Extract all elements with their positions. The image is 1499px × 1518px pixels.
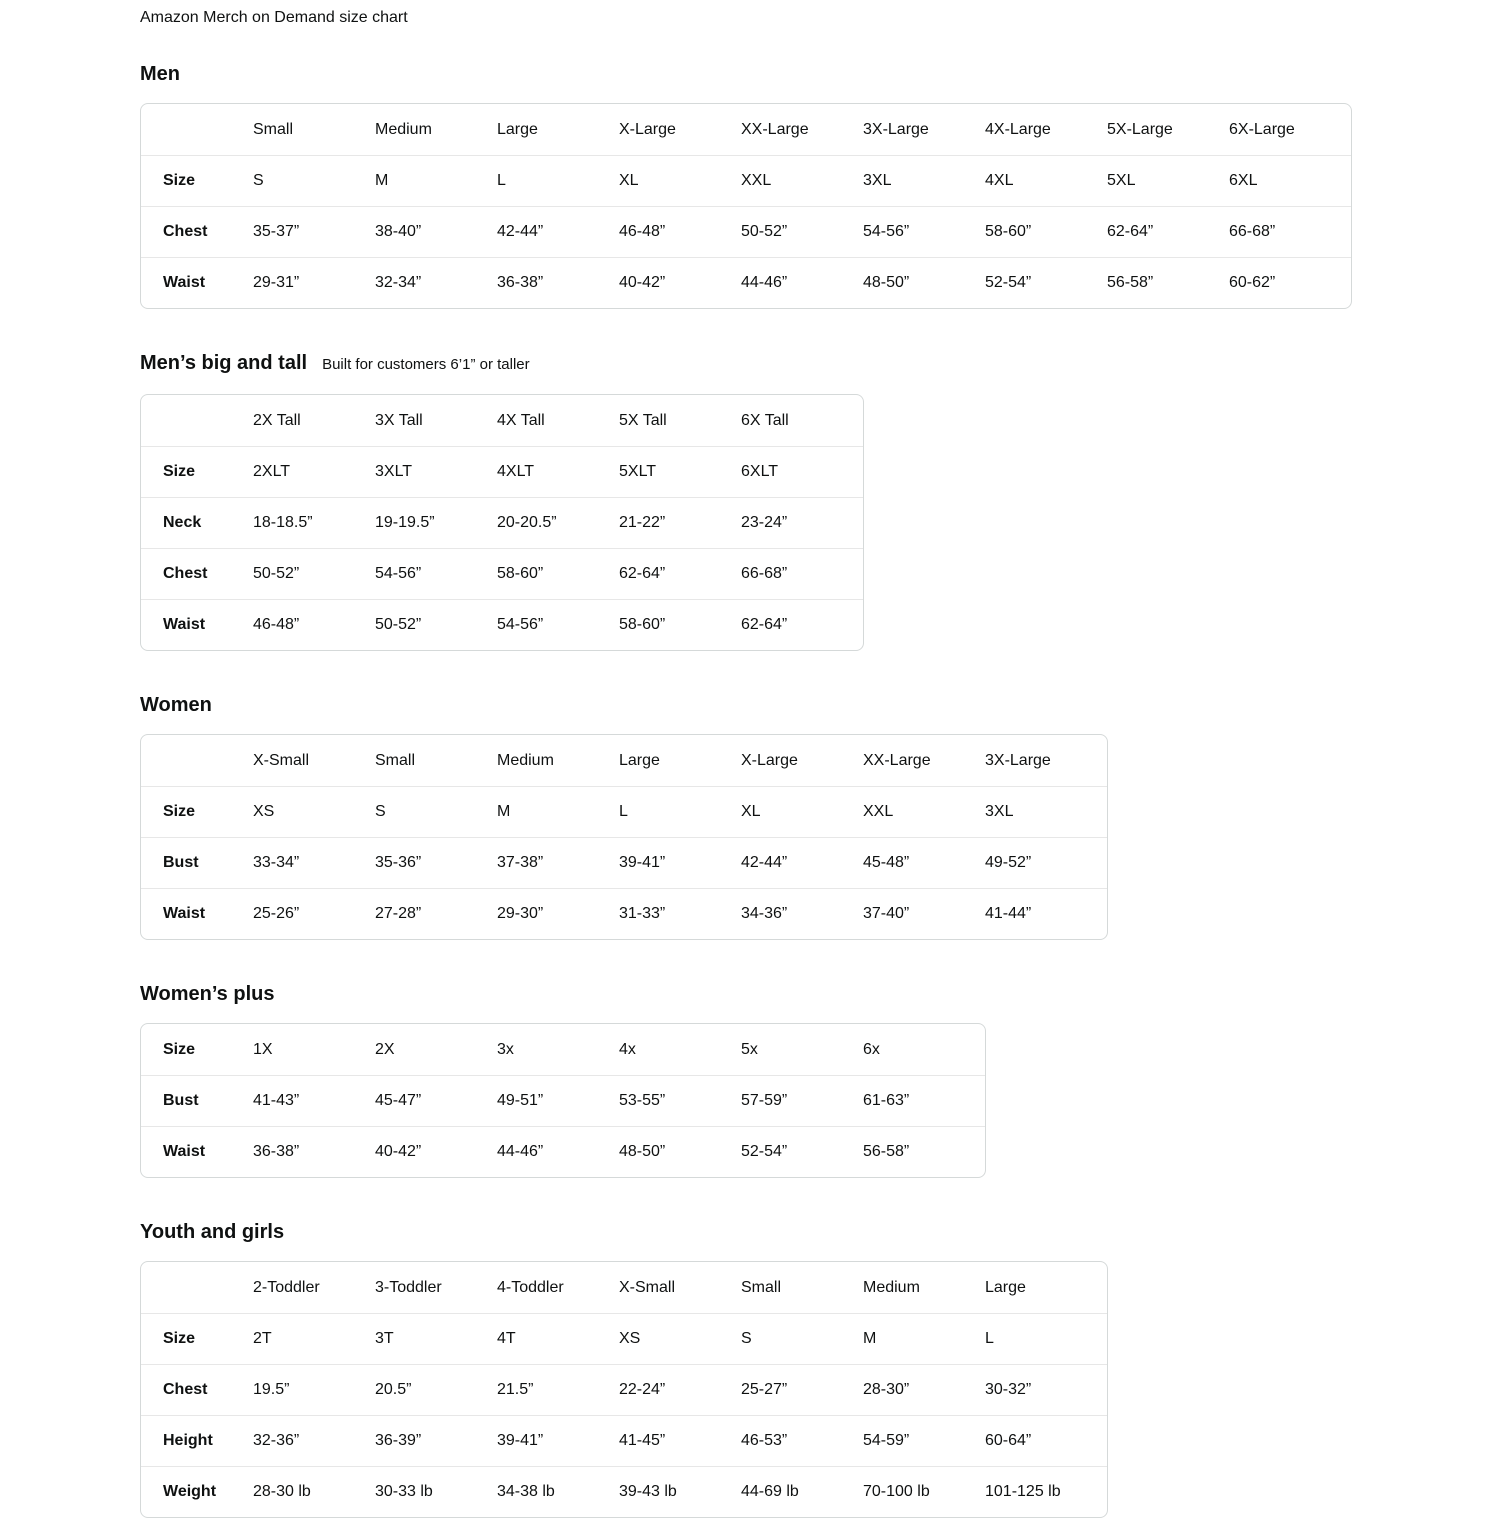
value-cell: 54-56” [497, 599, 619, 650]
value-cell: 4XLT [497, 446, 619, 497]
value-cell: 44-46” [741, 257, 863, 308]
value-cell: 56-58” [1107, 257, 1229, 308]
table-row [141, 1313, 1107, 1364]
column-header-row [141, 104, 1351, 155]
value-cell: 4XL [985, 155, 1107, 206]
value-cell: 6XLT [741, 446, 863, 497]
value-cell: 21.5” [497, 1364, 619, 1415]
section-heading [140, 693, 1459, 717]
value-cell: 58-60” [985, 206, 1107, 257]
column-header-cell: Large [619, 751, 660, 769]
row-label-cell: Size [141, 1313, 253, 1364]
value-cell: 39-41” [619, 837, 741, 888]
value-cell: S [741, 1313, 863, 1364]
value-cell: XXL [741, 155, 863, 206]
value-cell: 52-54” [985, 257, 1107, 308]
value-cell: 41-45” [619, 1415, 741, 1466]
value-cell: 45-47” [375, 1075, 497, 1126]
value-cell: 6x [863, 1040, 880, 1058]
value-cell: 38-40” [375, 206, 497, 257]
value-cell: 48-50” [619, 1126, 741, 1177]
section-heading-text: Women [140, 694, 212, 716]
size-section-women [140, 693, 1459, 940]
value-cell: 23-24” [741, 497, 863, 548]
table-row [141, 1364, 1107, 1415]
column-header-cell: 5X Tall [619, 411, 667, 429]
column-header-cell: Large [497, 120, 538, 138]
row-label-cell: Size [163, 1040, 196, 1058]
value-cell: L [619, 786, 741, 837]
value-cell: 5XL [1107, 155, 1229, 206]
value-cell: 50-52” [375, 599, 497, 650]
value-cell: 40-42” [375, 1126, 497, 1177]
section-heading-text: Men’s big and tall [140, 352, 308, 374]
column-header-cell: Medium [375, 120, 432, 138]
section-subtitle: Built for customers 6’1” or taller [322, 356, 530, 373]
value-cell: L [985, 1313, 1107, 1364]
value-cell: 58-60” [619, 599, 741, 650]
table-row [141, 1466, 1107, 1517]
value-cell: 45-48” [863, 837, 985, 888]
value-cell: 4T [497, 1313, 619, 1364]
row-label-cell: Chest [141, 206, 253, 257]
value-cell: 37-40” [863, 888, 985, 939]
column-header-cell: X-Large [619, 120, 676, 138]
value-cell: XXL [863, 786, 985, 837]
value-cell: 20.5” [375, 1364, 497, 1415]
column-header-cell: 2-Toddler [253, 1278, 320, 1296]
row-label-cell: Waist [141, 257, 253, 308]
value-cell: XS [253, 786, 375, 837]
section-heading [140, 62, 1459, 86]
value-cell: S [253, 155, 375, 206]
value-cell: 36-38” [253, 1126, 375, 1177]
value-cell: XS [619, 1313, 741, 1364]
value-cell: 3T [375, 1313, 497, 1364]
value-cell: 57-59” [741, 1075, 863, 1126]
table-row [141, 1024, 985, 1075]
size-table-women [140, 734, 1108, 940]
column-header-cell: Small [253, 120, 294, 138]
value-cell: 2XLT [253, 446, 375, 497]
value-cell: 54-59” [863, 1415, 985, 1466]
value-cell: 19.5” [253, 1364, 375, 1415]
value-cell: 54-56” [375, 548, 497, 599]
value-cell: 60-64” [985, 1415, 1107, 1466]
table-row [141, 206, 1351, 257]
table-row [141, 1075, 985, 1126]
column-header-cell: 3X-Large [863, 120, 929, 138]
value-cell: 4x [619, 1040, 636, 1058]
value-cell: 28-30” [863, 1364, 985, 1415]
value-cell: 44-69 lb [741, 1466, 863, 1517]
value-cell: 19-19.5” [375, 497, 497, 548]
value-cell: 60-62” [1229, 257, 1351, 308]
table-row [141, 1126, 985, 1177]
column-header-cell: 4X Tall [497, 411, 545, 429]
value-cell: 32-34” [375, 257, 497, 308]
value-cell: 3XL [985, 786, 1107, 837]
row-label-cell: Waist [141, 599, 253, 650]
column-header-cell: 5X-Large [1107, 120, 1173, 138]
value-cell: 70-100 lb [863, 1466, 985, 1517]
value-cell: 46-48” [253, 599, 375, 650]
value-cell: 33-34” [253, 837, 375, 888]
column-header-cell: 6X-Large [1229, 120, 1295, 138]
column-header-row [141, 735, 1107, 786]
value-cell: 37-38” [497, 837, 619, 888]
column-header-cell: 3-Toddler [375, 1278, 442, 1296]
value-cell: 31-33” [619, 888, 741, 939]
value-cell: 50-52” [253, 548, 375, 599]
value-cell: M [497, 786, 619, 837]
value-cell: 39-41” [497, 1415, 619, 1466]
value-cell: 30-32” [985, 1364, 1107, 1415]
value-cell: 34-36” [741, 888, 863, 939]
corner-cell [141, 735, 253, 786]
value-cell: 46-48” [619, 206, 741, 257]
value-cell: 1X [253, 1040, 273, 1058]
value-cell: 35-37” [253, 206, 375, 257]
column-header-row [141, 395, 863, 446]
column-header-cell: 4X-Large [985, 120, 1051, 138]
column-header-cell: Large [985, 1278, 1026, 1296]
row-label-cell: Waist [141, 1126, 253, 1177]
size-table-youth-and-girls [140, 1261, 1108, 1518]
value-cell: 3XL [863, 155, 985, 206]
value-cell: 66-68” [1229, 206, 1351, 257]
value-cell: XL [741, 786, 863, 837]
value-cell: 34-38 lb [497, 1466, 619, 1517]
value-cell: 50-52” [741, 206, 863, 257]
table-row [141, 599, 863, 650]
value-cell: 25-26” [253, 888, 375, 939]
value-cell: 3XLT [375, 446, 497, 497]
value-cell: 42-44” [497, 206, 619, 257]
value-cell: 29-31” [253, 257, 375, 308]
column-header-cell: X-Small [253, 751, 310, 769]
size-section-mens-big-and-tall [140, 351, 1459, 651]
page-title: Amazon Merch on Demand size chart [140, 9, 408, 26]
value-cell: 39-43 lb [619, 1466, 741, 1517]
value-cell: 41-43” [253, 1075, 375, 1126]
row-label-cell: Bust [141, 837, 253, 888]
column-header-cell: 3X-Large [985, 751, 1051, 769]
value-cell: S [375, 786, 497, 837]
table-row [141, 888, 1107, 939]
table-row [141, 837, 1107, 888]
value-cell: 62-64” [741, 599, 863, 650]
column-header-cell: Medium [497, 751, 554, 769]
row-label-cell: Size [141, 155, 253, 206]
column-header-row [141, 1262, 1107, 1313]
column-header-cell: XX-Large [863, 751, 931, 769]
value-cell: 18-18.5” [253, 497, 375, 548]
value-cell: M [863, 1313, 985, 1364]
value-cell: 6XL [1229, 155, 1351, 206]
row-label-cell: Chest [141, 1364, 253, 1415]
row-label-cell: Height [141, 1415, 253, 1466]
value-cell: 52-54” [741, 1126, 863, 1177]
value-cell: 48-50” [863, 257, 985, 308]
value-cell: 36-38” [497, 257, 619, 308]
table-row [141, 786, 1107, 837]
corner-cell [141, 395, 253, 446]
table-row [141, 155, 1351, 206]
table-row [141, 257, 1351, 308]
section-heading-text: Women’s plus [140, 983, 275, 1005]
value-cell: 61-63” [863, 1075, 985, 1126]
column-header-cell: 4-Toddler [497, 1278, 564, 1296]
size-section-womens-plus [140, 982, 1459, 1178]
row-label-cell: Chest [141, 548, 253, 599]
sections-container [140, 62, 1459, 1518]
value-cell: 49-51” [497, 1075, 619, 1126]
column-header-cell: Medium [863, 1278, 920, 1296]
value-cell: 22-24” [619, 1364, 741, 1415]
corner-cell [141, 1262, 253, 1313]
value-cell: 58-60” [497, 548, 619, 599]
row-label-cell: Neck [141, 497, 253, 548]
value-cell: 44-46” [497, 1126, 619, 1177]
value-cell: XL [619, 155, 741, 206]
size-table-womens-plus [140, 1023, 986, 1178]
row-label-cell: Size [141, 446, 253, 497]
value-cell: 5x [741, 1040, 758, 1058]
size-chart-page [140, 8, 1459, 1518]
value-cell: 28-30 lb [253, 1466, 375, 1517]
size-table-men [140, 103, 1352, 309]
size-table-mens-big-and-tall [140, 394, 864, 651]
value-cell: 53-55” [619, 1075, 741, 1126]
row-label-cell: Weight [141, 1466, 253, 1517]
value-cell: 5XLT [619, 446, 741, 497]
value-cell: 2X [375, 1040, 395, 1058]
value-cell: 29-30” [497, 888, 619, 939]
section-heading-text: Men [140, 63, 180, 85]
value-cell: 54-56” [863, 206, 985, 257]
value-cell: 42-44” [741, 837, 863, 888]
column-header-cell: X-Large [741, 751, 798, 769]
column-header-cell: Small [741, 1278, 782, 1296]
table-row [141, 548, 863, 599]
column-header-cell: Small [375, 751, 416, 769]
value-cell: 62-64” [1107, 206, 1229, 257]
value-cell: 21-22” [619, 497, 741, 548]
value-cell: 30-33 lb [375, 1466, 497, 1517]
value-cell: 35-36” [375, 837, 497, 888]
corner-cell [141, 104, 253, 155]
value-cell: 2T [253, 1313, 375, 1364]
value-cell: 62-64” [619, 548, 741, 599]
row-label-cell: Waist [141, 888, 253, 939]
value-cell: 27-28” [375, 888, 497, 939]
table-row [141, 1415, 1107, 1466]
table-row [141, 497, 863, 548]
size-section-youth-and-girls [140, 1220, 1459, 1518]
value-cell: 40-42” [619, 257, 741, 308]
value-cell: 36-39” [375, 1415, 497, 1466]
column-header-cell: X-Small [619, 1278, 676, 1296]
column-header-cell: 6X Tall [741, 411, 789, 429]
row-label-cell: Size [141, 786, 253, 837]
value-cell: 46-53” [741, 1415, 863, 1466]
column-header-cell: 3X Tall [375, 411, 423, 429]
section-heading [140, 982, 1459, 1006]
row-label-cell: Bust [141, 1075, 253, 1126]
value-cell: 20-20.5” [497, 497, 619, 548]
value-cell: 3x [497, 1040, 514, 1058]
column-header-cell: 2X Tall [253, 411, 301, 429]
value-cell: L [497, 155, 619, 206]
table-row [141, 446, 863, 497]
column-header-cell: XX-Large [741, 120, 809, 138]
value-cell: 25-27” [741, 1364, 863, 1415]
value-cell: 66-68” [741, 548, 863, 599]
section-heading [140, 1220, 1459, 1244]
value-cell: 32-36” [253, 1415, 375, 1466]
section-heading [140, 351, 1459, 377]
value-cell: 41-44” [985, 888, 1107, 939]
value-cell: M [375, 155, 497, 206]
value-cell: 56-58” [863, 1126, 985, 1177]
value-cell: 101-125 lb [985, 1466, 1107, 1517]
size-section-men [140, 62, 1459, 309]
value-cell: 49-52” [985, 837, 1107, 888]
section-heading-text: Youth and girls [140, 1221, 285, 1243]
